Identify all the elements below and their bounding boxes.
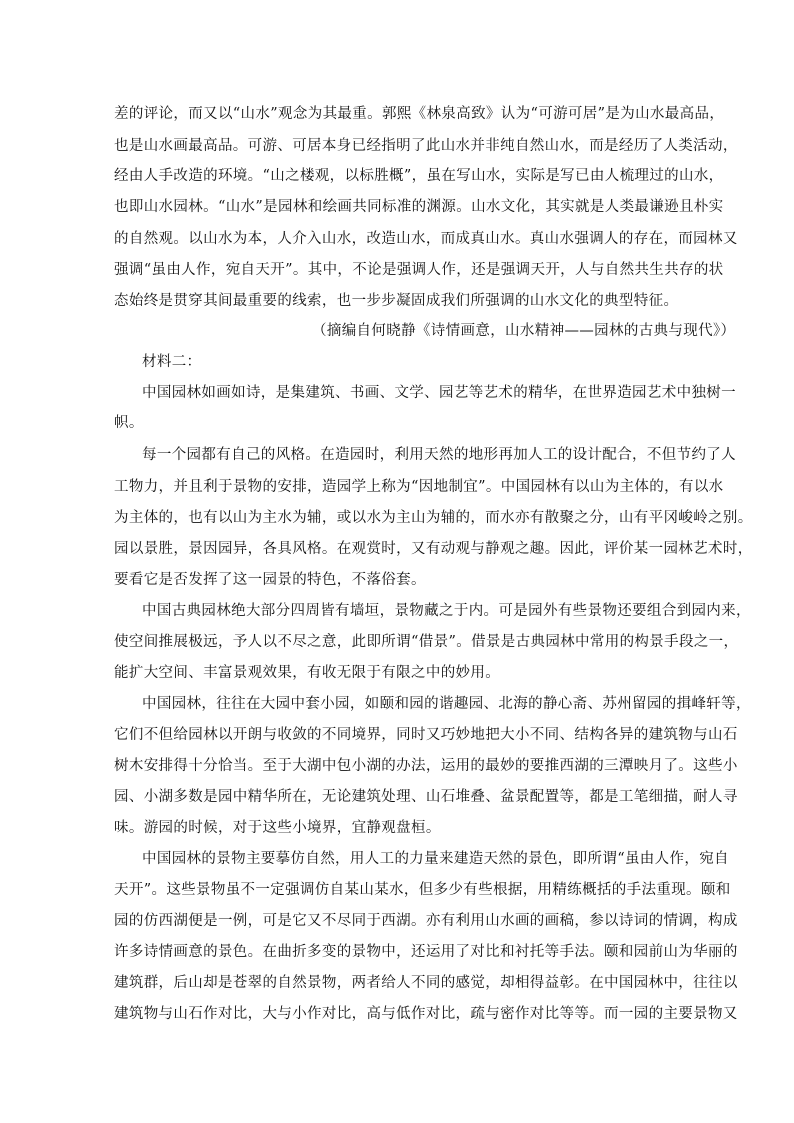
text-line: 味。游园的时候，对于这些小境界，宜静观盘桓。: [114, 820, 441, 836]
text-line: 能扩大空间、丰富景观效果，有收无限于有限之中的妙用。: [114, 665, 501, 681]
text-line: 园的仿西湖便是一例，可是它又不尽同于西湖。亦有利用山水画的画稿，参以诗词的情调，构成: [114, 913, 738, 929]
text-line: 建筑群，后山却是苍翠的自然景物，两者给人不同的感觉，却相得益彰。在中国园林中，往往以: [114, 975, 738, 991]
text-line: 差的评论，而又以“山水”观念为其最重。郭熙《林泉高致》认为“可游可居”是为山水最高品，: [114, 106, 725, 122]
text-line: 中国园林的景物主要摹仿自然，用人工的力量来建造天然的景色，即所谓“虽由人作，宛自: [142, 851, 729, 867]
text-line: 经由人手改造的环境。“山之楼观，以标胜概”，虽在写山水，实际是写已由人梳理过的山水，: [114, 168, 724, 184]
text-line: 强调“虽由人作，宛自天开”。其中，不论是强调人作，还是强调天开，人与自然共生共存的状: [114, 262, 724, 278]
text-line: 园、小湖多数是园中精华所在，无论建筑处理、山石堆叠、盆景配置等，都是工笔细描，耐人寻: [114, 789, 738, 805]
text-line: 态始终是贯穿其间最重要的线索，也一步步凝固成我们所强调的山水文化的典型特征。: [114, 293, 679, 309]
text-line: 园以景胜，景因园异，各具风格。在观赏时，又有动观与静观之趣。因此，评价某一园林艺术时，: [114, 541, 753, 557]
text-line: 天开”。这些景物虽不一定强调仿自某山某水，但多少有些根据，用精练概括的手法重现。颐和: [114, 882, 731, 898]
text-line: 也是山水画最高品。可游、可居本身已经指明了此山水并非纯自然山水，而是经历了人类活动，: [114, 138, 738, 154]
text-line: 也即山水园林。“山水”是园林和绘画共同标准的渊源。山水文化，其实就是人类最谦逊且朴实: [114, 199, 724, 215]
text-line: 建筑物与山石作对比，大与小作对比，高与低作对比，疏与密作对比等等。而一园的主要景物又: [114, 1006, 738, 1022]
text-line: 中国园林，往往在大园中套小园，如颐和园的谐趣园、北海的静心斋、苏州留园的揖峰轩等，: [142, 696, 751, 712]
text-line: 中国园林如画如诗，是集建筑、书画、文学、园艺等艺术的精华，在世界造园艺术中独树一: [142, 385, 736, 401]
text-line: 许多诗情画意的景色。在曲折多变的景物中，还运用了对比和衬托等手法。颐和园前山为华丽的: [114, 944, 738, 960]
text-line: 使空间推展极远，予人以不尽之意，此即所谓“借景”。借景是古典园林中常用的构景手段之一，: [114, 634, 739, 650]
text-line: 树木安排得十分恰当。至于大湖中包小湖的办法，运用的最妙的要推西湖的三潭映月了。这些小: [114, 758, 738, 774]
text-line: 每一个园都有自己的风格。在造园时，利用天然的地形再加人工的设计配合，不但节约了人: [142, 447, 736, 463]
text-line: 工物力，并且利于景物的安排，造园学上称为“因地制宜”。中国园林有以山为主体的，有以水: [114, 479, 724, 495]
text-line: 中国古典园林绝大部分四周皆有墙垣，景物藏之于内。可是园外有些景物还要组合到园内来，: [142, 603, 751, 619]
section-heading: 材料二：: [142, 354, 202, 370]
source-citation: （摘编自何晓静《诗情画意，山水精神——园林的古典与现代》）: [312, 323, 736, 339]
text-line: 的自然观。以山水为本，人介入山水，改造山水，而成真山水。真山水强调人的存在，而园林又: [114, 231, 738, 247]
text-line: 帜。: [114, 415, 144, 431]
text-line: 要看它是否发挥了这一园景的特色，不落俗套。: [114, 572, 426, 588]
text-line: 为主体的，也有以山为主水为辅，或以水为主山为辅的，而水亦有散聚之分，山有平冈峻岭之别。: [114, 510, 753, 526]
text-line: 它们不但给园林以开朗与收敛的不同境界，同时又巧妙地把大小不同、结构各异的建筑物与山石: [114, 727, 738, 743]
